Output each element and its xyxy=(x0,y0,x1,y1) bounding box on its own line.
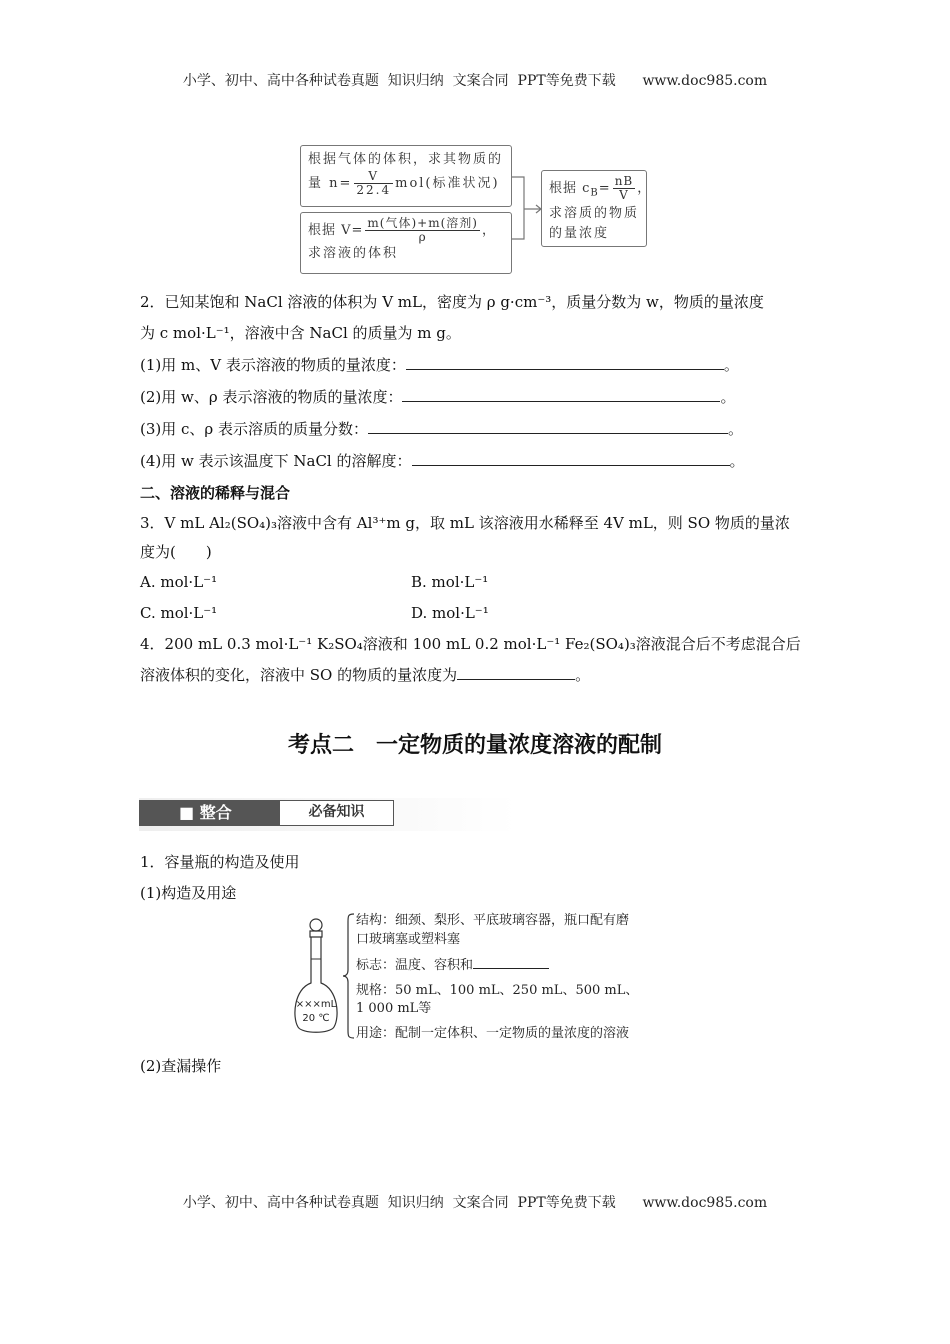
box1-post: mol(标准状况) xyxy=(395,176,500,191)
box2-pre: 根据 V= xyxy=(308,223,364,238)
concentration-box xyxy=(541,170,652,247)
banner-right: 必备知识 xyxy=(279,800,394,826)
q3-option-c[interactable]: C. mol·L⁻¹ xyxy=(140,604,218,622)
box2-fraction: $\frac{\text{m(气体)+m(溶剂)}}{\rho}$ xyxy=(367,216,478,244)
box3-line2: 求溶质的物质 xyxy=(549,205,640,221)
q3-option-a[interactable]: A. mol·L⁻¹ xyxy=(140,573,218,591)
s1-sub2: (2)查漏操作 xyxy=(140,1057,222,1075)
box3-line3: 的量浓度 xyxy=(549,225,610,241)
page-header: 小学、初中、高中各种试卷真题 知识归纳 文案合同 PPT等免费下载 www.doc985.com xyxy=(182,73,768,89)
s1-sub1: (1)构造及用途 xyxy=(140,884,237,902)
box2-line2: 求溶液的体积 xyxy=(308,246,399,261)
flask-label-temp: 20 ℃ xyxy=(302,1013,330,1024)
ann-structure-1: 结构：细颈、梨形、平底玻璃容器，瓶口配有磨 xyxy=(356,913,630,928)
kaodian-title: 考点二 一定物质的量浓度溶液的配制 xyxy=(287,733,662,758)
box3-fraction: $\frac{nB}{V}$ xyxy=(614,174,634,202)
s1-title: 1．容量瓶的构造及使用 xyxy=(140,853,300,871)
answer-blank[interactable] xyxy=(473,956,549,969)
gas-volume-box xyxy=(300,145,512,207)
connector-arrow xyxy=(512,175,542,245)
q4-line2: 溶液体积的变化，溶液中 SO 的物质的量浓度为 。 xyxy=(140,666,591,684)
ann-structure-2: 口玻璃塞或塑料塞 xyxy=(356,932,461,947)
section-title: 二、溶液的稀释与混合 xyxy=(140,484,291,502)
q3-line2: 度为( ) xyxy=(140,543,212,561)
box3-post: ， xyxy=(637,181,652,196)
q3-option-b[interactable]: B. mol·L⁻¹ xyxy=(411,573,489,591)
ann-use: 用途：配制一定体积、一定物质的量浓度的溶液 xyxy=(356,1026,630,1041)
box1-pre: 量 n= xyxy=(308,176,353,191)
page-footer: 小学、初中、高中各种试卷真题 知识归纳 文案合同 PPT等免费下载 www.doc985.com xyxy=(182,1195,768,1211)
solution-volume-box xyxy=(300,212,512,274)
ann-spec-2: 1 000 mL等 xyxy=(356,1001,432,1016)
box2-post: ， xyxy=(481,223,496,238)
q2-line2: 为 c mol·L⁻¹，溶液中含 NaCl 的质量为 m g。 xyxy=(140,324,461,342)
q3-option-d[interactable]: D. mol·L⁻¹ xyxy=(411,604,489,622)
flask-brace xyxy=(342,912,356,1040)
answer-blank[interactable] xyxy=(368,419,728,434)
box3-eq: = xyxy=(598,181,611,196)
q2-sub2: (2)用 w、ρ 表示溶液的物质的量浓度： 。 xyxy=(140,388,736,406)
q2-sub4: (4)用 w 表示该温度下 NaCl 的溶解度： 。 xyxy=(140,452,745,470)
ann-spec-1: 规格：50 mL、100 mL、250 mL、500 mL、 xyxy=(356,983,639,998)
box3-sub: B xyxy=(590,187,599,199)
section-banner xyxy=(139,798,517,831)
q2-sub3: (3)用 c、ρ 表示溶质的质量分数： 。 xyxy=(140,420,744,438)
box1-fraction: $\frac{V}{22.4}$ xyxy=(356,169,392,197)
answer-blank[interactable] xyxy=(412,451,730,466)
q3-line1: 3．V mL Al₂(SO₄)₃溶液中含有 Al³⁺m g，取 mL 该溶液用水稀释至 4V mL，则 SO 物质的量浓 xyxy=(140,514,790,532)
box1-line1: 根据气体的体积，求其物质的 xyxy=(308,152,504,167)
answer-blank[interactable] xyxy=(406,355,724,370)
answer-blank[interactable] xyxy=(457,665,575,680)
answer-blank[interactable] xyxy=(402,387,720,402)
box3-pre: 根据 c xyxy=(549,181,591,196)
q2-sub1: (1)用 m、V 表示溶液的物质的量浓度： 。 xyxy=(140,356,739,374)
q2-line1: 2．已知某饱和 NaCl 溶液的体积为 V mL，密度为 ρ g·cm⁻³，质量分数为 w，物质的量浓度 xyxy=(140,293,764,311)
ann-mark: 标志：温度、容积和 xyxy=(356,956,549,975)
flask-label-volume: ×××mL xyxy=(295,999,337,1010)
q4-line1: 4．200 mL 0.3 mol·L⁻¹ K₂SO₄溶液和 100 mL 0.2 mol·L⁻¹ Fe₂(SO₄)₃溶液混合后不考虑混合后 xyxy=(140,635,801,653)
banner-left: ■ 整合 xyxy=(139,800,279,826)
